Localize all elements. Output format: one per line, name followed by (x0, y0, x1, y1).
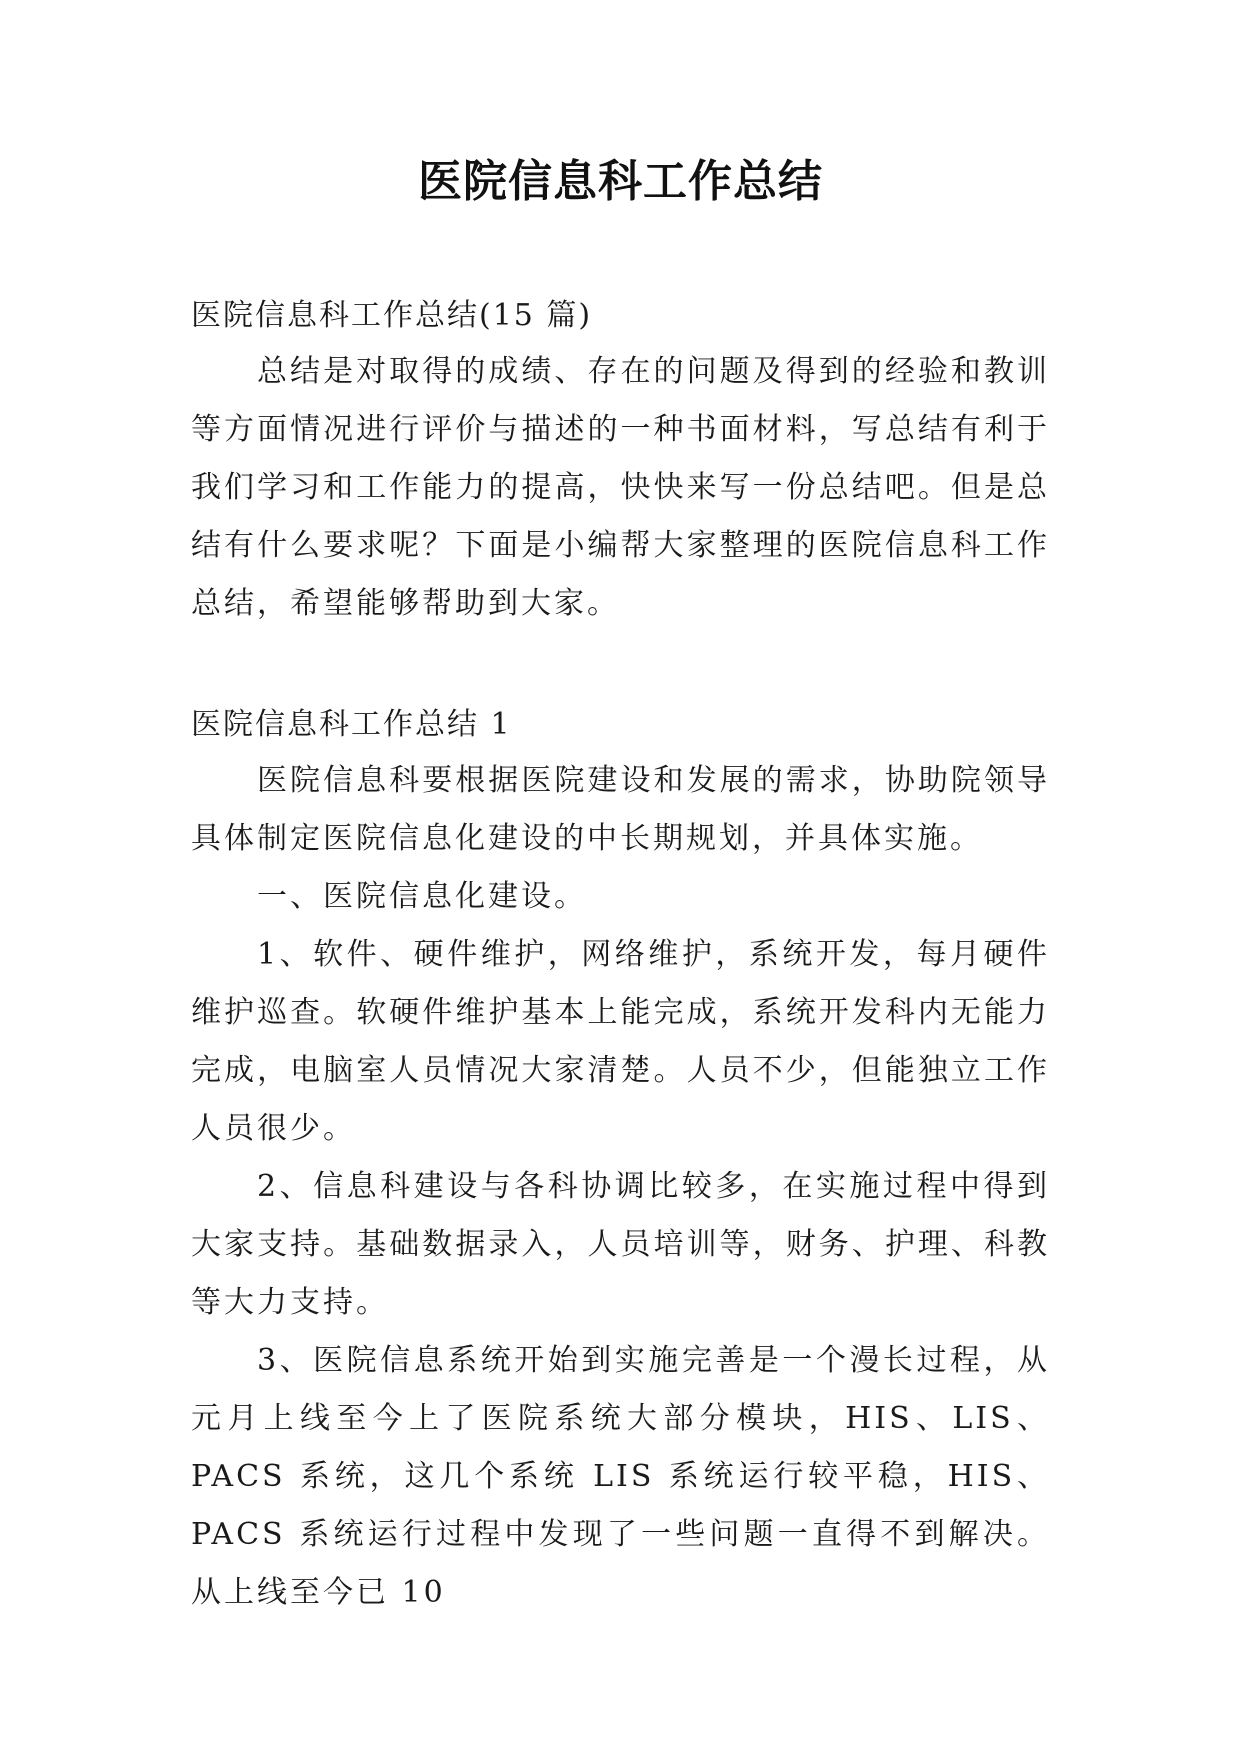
document-subtitle: 医院信息科工作总结(15 篇) (191, 298, 593, 333)
list-item: 3、医院信息系统开始到实施完善是一个漫长过程，从元月上线至今上了医院系统大部分模块，HIS、LIS、PACS 系统，这几个系统 LIS 系统运行较平稳，HIS、PACS 系统运行过程中发现了一些问题一直得不到解决。从上线至今已 10 (191, 1343, 1050, 1610)
list-item: 2、信息科建设与各科协调比较多，在实施过程中得到大家支持。基础数据录入，人员培训等，财务、护理、科教等大力支持。 (191, 1169, 1050, 1320)
section-paragraph: 医院信息科要根据医院建设和发展的需求，协助院领导具体制定医院信息化建设的中长期规划，并具体实施。 (191, 763, 1050, 856)
document-title: 医院信息科工作总结 (418, 156, 823, 207)
section-heading: 医院信息科工作总结 1 (191, 707, 512, 742)
intro-paragraph: 总结是对取得的成绩、存在的问题及得到的经验和教训等方面情况进行评价与描述的一种书面材料，写总结有利于我们学习和工作能力的提高，快快来写一份总结吧。但是总结有什么要求呢？下面是小编帮大家整理的医院信息科工作总结，希望能够帮助到大家。 (191, 354, 1050, 621)
list-item: 1、软件、硬件维护，网络维护，系统开发，每月硬件维护巡查。软硬件维护基本上能完成，系统开发科内无能力完成，电脑室人员情况大家清楚。人员不少，但能独立工作人员很少。 (191, 937, 1050, 1146)
section-subheading: 一、医院信息化建设。 (257, 879, 587, 914)
